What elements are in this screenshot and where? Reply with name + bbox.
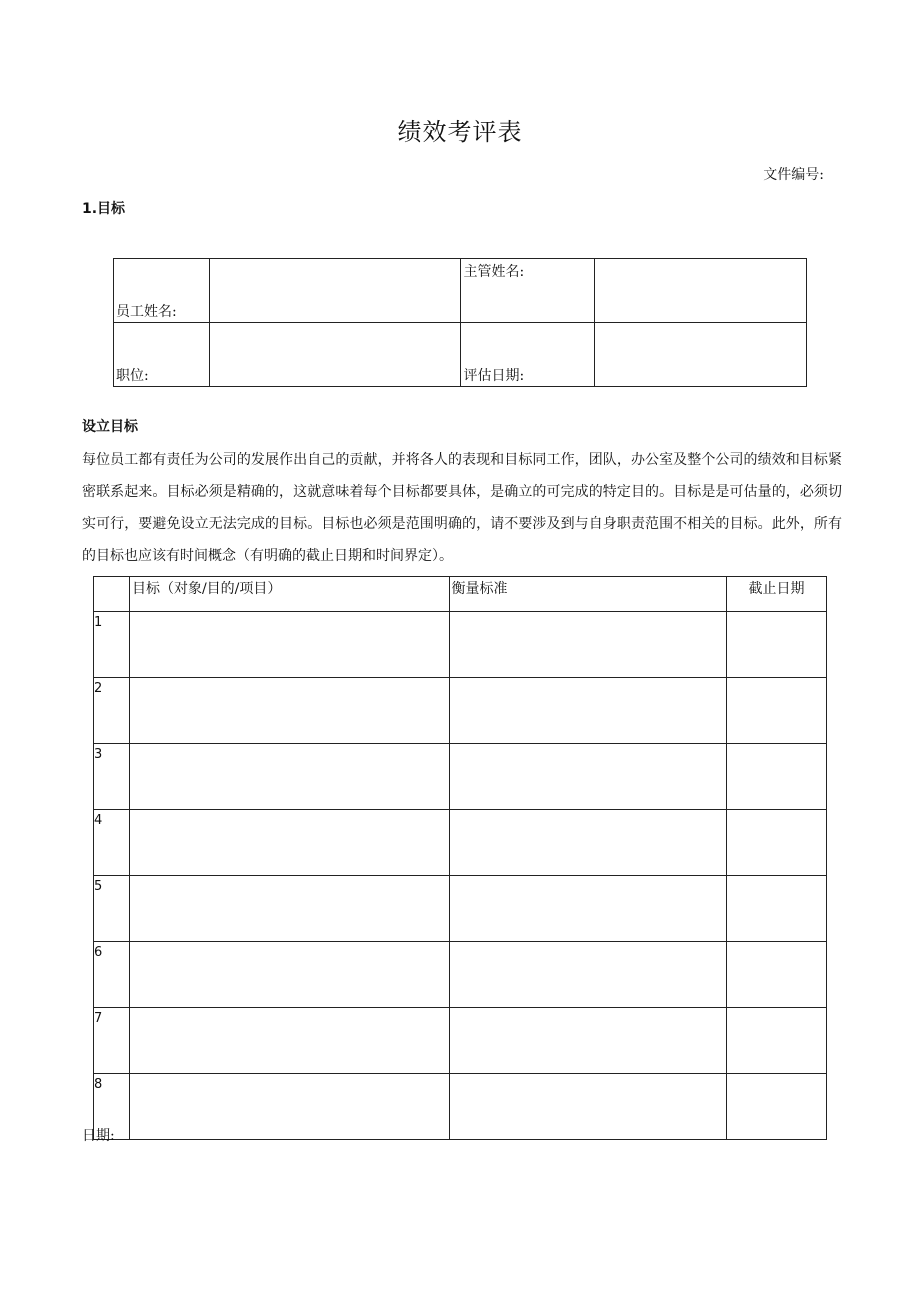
supervisor-name-label: 主管姓名:	[463, 264, 525, 280]
table-row	[94, 942, 827, 1008]
goal-field[interactable]	[129, 744, 449, 810]
measure-field[interactable]	[449, 1074, 727, 1140]
measure-field[interactable]	[449, 612, 727, 678]
goal-field[interactable]	[129, 810, 449, 876]
deadline-field[interactable]	[727, 678, 827, 744]
date-label: 日期:	[82, 1128, 115, 1144]
measure-field[interactable]	[449, 810, 727, 876]
supervisor-name-label-cell	[461, 259, 595, 323]
employee-info-table	[113, 258, 807, 387]
measure-field[interactable]	[449, 744, 727, 810]
header-goal: 目标（对象/目的/项目）	[129, 577, 449, 612]
table-row	[94, 744, 827, 810]
evaluation-date-field[interactable]	[595, 323, 807, 387]
employee-name-label: 员工姓名:	[116, 304, 177, 320]
position-label-cell	[114, 323, 210, 387]
header-deadline: 截止日期	[727, 577, 827, 612]
evaluation-date-label: 评估日期:	[463, 368, 525, 384]
table-row	[94, 612, 827, 678]
page-title: 绩效考评表	[397, 118, 523, 146]
deadline-field[interactable]	[727, 1074, 827, 1140]
deadline-field[interactable]	[727, 1008, 827, 1074]
header-number	[94, 577, 130, 612]
employee-name-field[interactable]	[209, 259, 461, 323]
measure-field[interactable]	[449, 876, 727, 942]
measure-field[interactable]	[449, 678, 727, 744]
section-heading-goals: 1.目标	[82, 201, 126, 217]
goal-field[interactable]	[129, 612, 449, 678]
row-number: 5	[94, 876, 130, 942]
doc-number-label: 文件编号:	[763, 167, 824, 183]
row-number: 6	[94, 942, 130, 1008]
goals-table-header	[94, 577, 827, 612]
deadline-field[interactable]	[727, 744, 827, 810]
row-number: 2	[94, 678, 130, 744]
goals-table	[93, 576, 827, 1140]
table-row	[94, 1008, 827, 1074]
position-field[interactable]	[209, 323, 461, 387]
goal-field[interactable]	[129, 1008, 449, 1074]
deadline-field[interactable]	[727, 612, 827, 678]
row-number: 8	[94, 1074, 130, 1140]
table-row	[94, 678, 827, 744]
row-number: 3	[94, 744, 130, 810]
deadline-field[interactable]	[727, 876, 827, 942]
supervisor-name-field[interactable]	[595, 259, 807, 323]
row-number: 4	[94, 810, 130, 876]
table-row	[94, 810, 827, 876]
table-row	[94, 1074, 827, 1140]
deadline-field[interactable]	[727, 810, 827, 876]
measure-field[interactable]	[449, 942, 727, 1008]
set-goals-heading: 设立目标	[82, 419, 138, 435]
table-row	[94, 876, 827, 942]
goal-field[interactable]	[129, 1074, 449, 1140]
goal-field[interactable]	[129, 678, 449, 744]
measure-field[interactable]	[449, 1008, 727, 1074]
evaluation-date-label-cell	[461, 323, 595, 387]
deadline-field[interactable]	[727, 942, 827, 1008]
row-number: 7	[94, 1008, 130, 1074]
employee-name-label-cell	[114, 259, 210, 323]
position-label: 职位:	[116, 368, 149, 384]
header-measure: 衡量标准	[449, 577, 727, 612]
goal-field[interactable]	[129, 942, 449, 1008]
goal-field[interactable]	[129, 876, 449, 942]
set-goals-paragraph: 每位员工都有责任为公司的发展作出自己的贡献，并将各人的表现和目标同工作，团队，办公室及整个公司的绩效和目标紧密联系起来。目标必须是精确的，这就意味着每个目标都要具体，是确立的可完成的特定目的。目标是是可估量的，必须切实可行，要避免设立无法完成的目标。目标也必须是范围明确的，请不要涉及到与自身职责范围不相关的目标。此外，所有的目标也应该有时间概念（有明确的截止日期和时间界定）。	[82, 452, 842, 564]
row-number: 1	[94, 612, 130, 678]
